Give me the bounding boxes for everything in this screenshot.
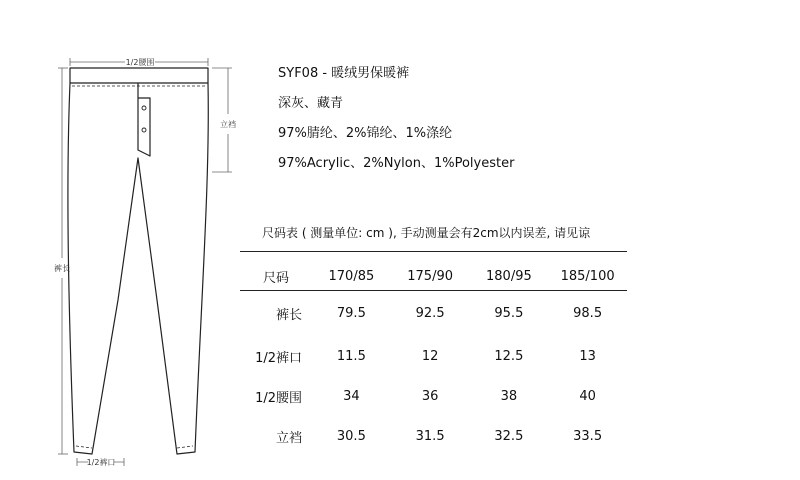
table-cell: 34 (343, 388, 360, 404)
table-cell: 79.5 (336, 305, 366, 321)
table-row (240, 290, 627, 336)
table-cell: 40 (579, 388, 596, 404)
pants-technical-drawing (0, 0, 270, 480)
size-header-label: 尺码 (262, 270, 289, 286)
table-row (240, 376, 627, 416)
length-label: 裤长 (54, 264, 70, 273)
table-cell: 12.5 (494, 348, 524, 364)
row-label: 立裆 (275, 430, 302, 446)
table-row (240, 416, 627, 456)
size-chart-table (240, 262, 627, 456)
button-dot (142, 128, 146, 132)
size-header: 175/90 (407, 268, 453, 284)
size-chart-title: 尺码表 ( 测量单位: cm ), 手动测量会有2cm以内误差, 请见谅 (262, 226, 591, 240)
table-cell: 30.5 (336, 428, 366, 444)
table-cell: 38 (500, 388, 518, 404)
table-cell: 32.5 (494, 428, 524, 444)
table-cell: 12 (421, 348, 439, 364)
table-cell: 13 (579, 348, 596, 364)
table-cell: 92.5 (415, 305, 445, 321)
hem-stitch-left (76, 446, 92, 448)
table-cell: 11.5 (336, 348, 366, 364)
table-cell: 98.5 (573, 305, 603, 321)
table-cell: 33.5 (573, 428, 603, 444)
size-header: 170/85 (328, 268, 375, 284)
row-label: 1/2裤口 (255, 350, 302, 366)
product-title: SYF08 - 暖绒男保暖裤 (278, 66, 410, 81)
material-english: 97%Acrylic、2%Nylon、1%Polyester (278, 156, 515, 171)
table-header-row (240, 262, 627, 290)
fly-placket (138, 83, 150, 156)
table-cell: 31.5 (415, 428, 445, 444)
table-top-rule (240, 251, 627, 252)
half-hem-label: 1/2裤口 (86, 458, 116, 467)
button-dot (142, 106, 146, 110)
hem-stitch-right (177, 446, 193, 448)
rise-label: 立裆 (220, 120, 236, 129)
product-colors: 深灰、藏青 (278, 96, 344, 111)
material-chinese: 97%腈纶、2%锦纶、1%涤纶 (278, 126, 453, 141)
row-label: 1/2腰围 (255, 390, 302, 406)
table-cell: 95.5 (494, 305, 524, 321)
waistband (70, 68, 208, 83)
table-cell: 36 (421, 388, 439, 404)
half-waist-label: 1/2腰围 (125, 58, 155, 67)
size-header: 180/95 (486, 268, 532, 284)
table-row (240, 336, 627, 376)
size-header: 185/100 (560, 268, 615, 284)
row-label: 裤长 (275, 307, 302, 323)
